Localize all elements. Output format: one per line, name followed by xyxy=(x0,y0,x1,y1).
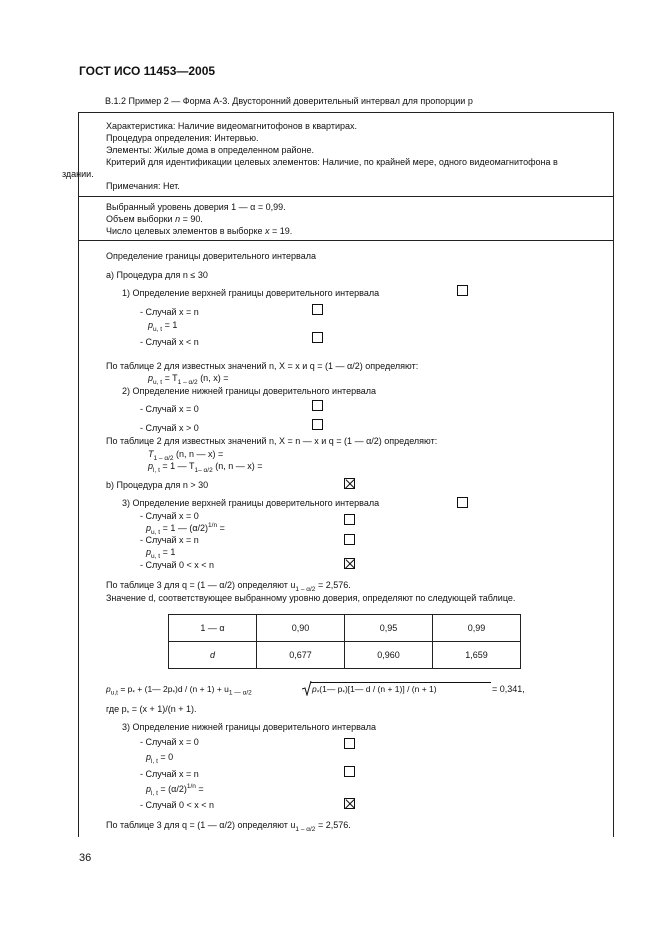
pu-formula: $p_{u, t} = T_{1 - \alpha/2}$ (n, x) = xyxy=(148,373,229,386)
c-pl-formula-0: $p_{l, t} = 0$ xyxy=(146,752,174,765)
c-case-x-eq-n: - Случай x = n xyxy=(140,769,199,779)
case-x-eq-n-checkbox[interactable] xyxy=(312,304,323,315)
table-cell: 0,677 xyxy=(257,642,345,669)
b-case-x-eq-0: - Случай x = 0 xyxy=(140,511,199,521)
pu-equals-1: $p_{u, t} = 1$ xyxy=(148,320,178,333)
pl-formula: $p_{l, t} = 1$ — $T_{1- \alpha/2}$ (n, n — x) = xyxy=(148,461,263,474)
procedure-line: Процедура определения: Интервью. xyxy=(106,133,259,143)
b-case-x-eq-n: - Случай x = n xyxy=(140,535,199,545)
divider xyxy=(78,240,614,241)
b-pu-formula-2: $p_{u, t} = 1$ xyxy=(146,547,176,560)
procedure-b-checkbox[interactable] xyxy=(344,478,355,489)
b-pu-formula-1: $p_{u, t} = 1$ — $(\alpha/2)^{1/n}$ = xyxy=(146,522,225,536)
table-cell: d xyxy=(169,642,257,669)
case-x-gt-0-checkbox[interactable] xyxy=(312,419,323,430)
target-count: Число целевых элементов в выборке x = 19. xyxy=(106,226,293,236)
b-case-mid-checkbox[interactable] xyxy=(344,558,355,569)
case-x-lt-n: - Случай x < n xyxy=(140,337,199,347)
page-number: 36 xyxy=(79,852,92,864)
table-cell: 0,99 xyxy=(433,615,521,642)
case-x-eq-n: - Случай x = n xyxy=(140,307,199,317)
table-cell: 0,960 xyxy=(345,642,433,669)
b-upper-bound-heading: 3) Определение верхней границы доверительного интервала xyxy=(122,498,380,508)
table-row xyxy=(169,615,521,642)
section-title: Определение границы доверительного интервала xyxy=(106,251,317,261)
notes-line: Примечания: Нет. xyxy=(106,181,180,191)
sqrt-overline xyxy=(311,682,491,683)
case-x-gt-0: - Случай x > 0 xyxy=(140,423,199,433)
table3-upper-text: По таблице 3 для q = (1 — α/2) определяют $u_{1 - \alpha/2} = 2,576$. xyxy=(106,580,351,593)
c-case-mid-checkbox[interactable] xyxy=(344,798,355,809)
c-case-x-eq-0-checkbox[interactable] xyxy=(344,738,355,749)
b-case-x-eq-n-checkbox[interactable] xyxy=(344,534,355,545)
procedure-a-heading: а) Процедура для n ≤ 30 xyxy=(106,270,208,280)
c-pl-formula-n: $p_{l, t} = (\alpha/2)^{1/n}$ = xyxy=(146,783,204,797)
confidence-level: Выбранный уровень доверия 1 — α = 0,99. xyxy=(106,202,286,212)
criterion-line: Критерий для идентификации целевых элементов: Наличие, по крайней мере, одного видеомагнитофона в xyxy=(106,157,558,167)
procedure-b-heading: b) Процедура для n > 30 xyxy=(106,480,209,490)
d-table xyxy=(168,614,521,669)
b-case-x-eq-0-checkbox[interactable] xyxy=(344,514,355,525)
t-formula: $T_{1 - \alpha/2}$ (n, n — x) = xyxy=(148,449,224,462)
criterion-line-cont: здании. xyxy=(62,169,94,179)
table2-upper-text: По таблице 2 для известных значений n, X = x и q = (1 — α/2) определяют: xyxy=(106,361,419,371)
case-x-eq-0-checkbox[interactable] xyxy=(312,400,323,411)
where-line: где $p_* = (x + 1)/(n + 1)$. xyxy=(106,704,197,717)
c-lower-bound-heading: 3) Определение нижней границы доверительного интервала xyxy=(122,722,377,732)
characteristic-line: Характеристика: Наличие видеомагнитофонов в квартирах. xyxy=(106,121,358,131)
table-cell: 1,659 xyxy=(433,642,521,669)
sample-size: Объем выборки n = 90. xyxy=(106,214,203,224)
c-case-mid: - Случай 0 < x < n xyxy=(140,800,214,810)
b-case-mid: - Случай 0 < x < n xyxy=(140,560,214,570)
d-sentence: Значение d, соответствующее выбранному уровню доверия, определяют по следующей таблице. xyxy=(106,593,516,603)
c-case-x-eq-0: - Случай x = 0 xyxy=(140,737,199,747)
figure-caption: В.1.2 Пример 2 — Форма А-3. Двусторонний доверительный интервал для пропорции p xyxy=(105,96,473,106)
document-header: ГОСТ ИСО 11453—2005 xyxy=(79,64,216,78)
c-case-x-eq-n-checkbox[interactable] xyxy=(344,766,355,777)
table-row xyxy=(169,642,521,669)
pu-main-formula: $p_{u,t} = p_*$ + (1— $2p_*)d / (n + 1) + u_{1 — \alpha/2}$ xyxy=(106,684,252,697)
case-x-lt-n-checkbox[interactable] xyxy=(312,332,323,343)
elements-line: Элементы: Жилые дома в определенном районе. xyxy=(106,145,315,155)
upper-bound-heading: 1) Определение верхней границы доверительного интервала xyxy=(122,288,380,298)
b-upper-bound-checkbox[interactable] xyxy=(457,497,468,508)
table-cell: 1 — α xyxy=(169,615,257,642)
table-cell: 0,95 xyxy=(345,615,433,642)
upper-bound-checkbox[interactable] xyxy=(457,285,468,296)
table2-lower-text: По таблице 2 для известных значений n, X = n — x и q = (1 — α/2) определяют: xyxy=(106,436,438,446)
divider xyxy=(78,196,614,197)
lower-bound-heading: 2) Определение нижней границы доверительного интервала xyxy=(122,386,377,396)
case-x-eq-0: - Случай x = 0 xyxy=(140,404,199,414)
table3-lower-text: По таблице 3 для q = (1 — α/2) определяют $u_{1 - \alpha/2} = 2,576$. xyxy=(106,820,351,833)
table-cell: 0,90 xyxy=(257,615,345,642)
sqrt-contents: $p_*(1—$ $p_*)[1—$ d / (n + 1)] / (n + 1) xyxy=(312,684,437,697)
formula-result: = 0,341, xyxy=(492,684,525,694)
